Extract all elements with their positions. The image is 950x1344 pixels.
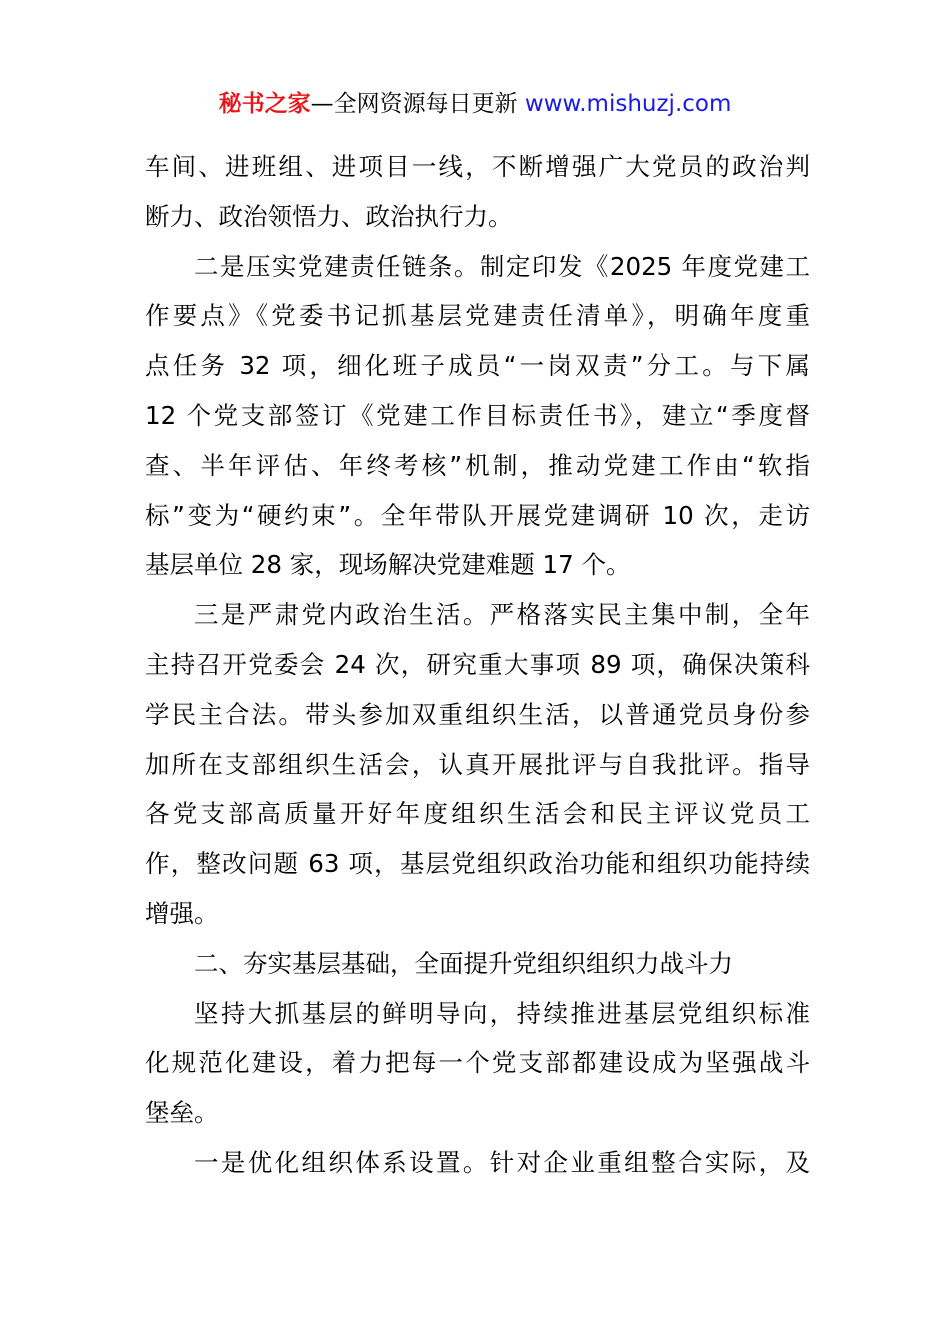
body-line: 标”变为“硬约束”。全年带队开展党建调研 10 次，走访 [145,500,810,530]
body-line: 基层单位 28 家，现场解决党建难题 17 个。 [145,550,631,580]
body-line: 堡垒。 [145,1098,219,1128]
body-line: 12 个党支部签订《党建工作目标责任书》，建立“季度督 [145,400,810,430]
body-line: 作，整改问题 63 项，基层党组织政治功能和组织功能持续 [145,849,810,879]
document-body [145,147,810,1193]
body-line: 一是优化组织体系设置。针对企业重组整合实际，及 [194,1147,810,1177]
body-line: 主持召开党委会 24 次，研究重大事项 89 项，确保决策科 [145,649,810,679]
body-line: 各党支部高质量开好年度组织生活会和民主评议党员工 [145,799,810,829]
body-line: 加所在支部组织生活会，认真开展批评与自我批评。指导 [145,749,810,779]
body-line: 化规范化建设，着力把每一个党支部都建设成为坚强战斗 [145,1048,810,1078]
body-line: 点任务 32 项，细化班子成员“一岗双责”分工。与下属 [145,351,810,381]
body-line: 增强。 [145,898,219,928]
body-line: 二是压实党建责任链条。制定印发《2025 年度党建工 [194,251,810,281]
body-line: 学民主合法。带头参加双重组织生活，以普通党员身份参 [145,699,810,729]
body-line: 作要点》《党委书记抓基层党建责任清单》，明确年度重 [145,301,810,331]
body-line: 车间、进班组、进项目一线，不断增强广大党员的政治判 [145,152,810,181]
header-brand: 秘书之家 [218,91,311,117]
body-line: 坚持大抓基层的鲜明导向，持续推进基层党组织标准 [194,998,810,1028]
header-slogan: —全网资源每日更新 [310,91,525,117]
body-line: 断力、政治领悟力、政治执行力。 [145,201,513,231]
body-line: 三是严肃党内政治生活。严格落实民主集中制，全年 [194,600,810,630]
body-line: 查、半年评估、年终考核”机制，推动党建工作由“软指 [145,450,810,480]
header-site-link[interactable]: www.mishuzj.com [524,91,732,117]
section-heading: 二、夯实基层基础，全面提升党组织组织力战斗力 [194,948,733,978]
document-header [0,88,950,120]
